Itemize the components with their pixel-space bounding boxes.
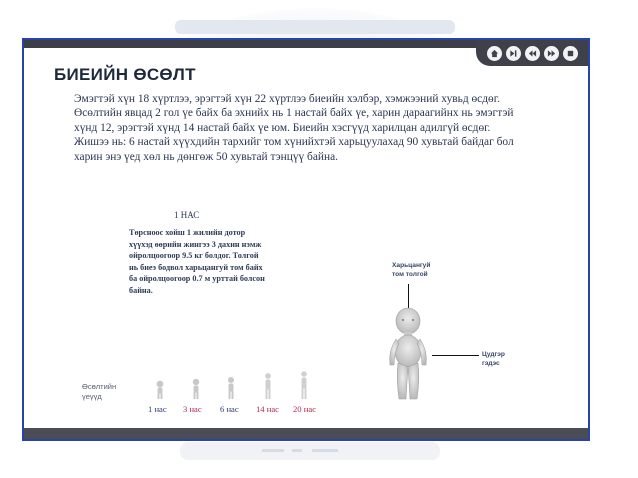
bottom-bar — [24, 428, 588, 439]
stage-figure-14 — [261, 372, 275, 400]
growth-stages-label-line2: үеүүд — [82, 392, 102, 401]
background-stripe — [175, 20, 455, 34]
stop-button[interactable] — [563, 46, 578, 61]
pointer-line-belly — [432, 355, 479, 356]
label-round-belly-line2: гэдэс — [482, 360, 500, 367]
background-dash — [292, 449, 302, 452]
growth-stages-label — [82, 382, 116, 402]
home-button[interactable] — [487, 46, 502, 61]
stage-label-3: 3 нас — [183, 404, 202, 414]
playback-controls — [476, 40, 588, 66]
fast-forward-icon — [547, 49, 556, 58]
growth-stages-label-line1: Өсөлтийн — [82, 382, 117, 391]
age-description: Төрсноос хойш 1 жилийн дотор хүүхэд өөрийн жингээ 3 дахин нэмж ойролцоогоор 9.5 кг болдог. Толгой нь биеэ бодвол харьцангуй том байх ба ойролцоогоор 0.7 м урттай болсон байна. — [129, 228, 265, 295]
label-large-head-line2: том толгой — [392, 271, 428, 278]
fast-forward-button[interactable] — [544, 46, 559, 61]
stage-figure-1 — [153, 380, 167, 400]
stage-figure-20 — [297, 370, 311, 400]
stage-label-14: 14 нас — [256, 404, 279, 414]
background-bottom-shape — [180, 442, 440, 460]
home-icon — [490, 49, 499, 58]
infant-illustration — [382, 307, 434, 403]
label-round-belly — [482, 350, 505, 368]
label-large-head — [392, 261, 430, 279]
slide-frame — [22, 38, 590, 441]
slide-title: БИЕИЙН ӨСӨЛТ — [54, 65, 196, 84]
rewind-icon — [528, 49, 537, 58]
intro-paragraph: Эмэгтэй хүн 18 хүртлээ, эрэгтэй хүн 22 хүртлээ биеийн хэлбэр, хэмжээний хувьд өсдөг. Өсөлтийн явцад 2 гол үе байх ба эхнийх нь 1 настай байх үе, харин дараагийнх нь эмэгтэй хүнд 12, эрэгтэй хүнд 14 настай байх үе юм. Биеийн хэсгүүд харилцан адилгүй өсдөг. Жишээ нь: 6 настай хүүхдийн тархийг том хүнийхтэй харьцуулахад 90 хувьтай байдаг бол харин энэ үед хөл нь дөнгөж 50 хувьтай тэнцүү байна. — [74, 93, 514, 163]
rewind-button[interactable] — [525, 46, 540, 61]
age-title: 1 НАС — [174, 210, 200, 220]
stage-label-1: 1 нас — [148, 404, 167, 414]
stage-label-20: 20 нас — [293, 404, 316, 414]
skip-forward-button[interactable] — [506, 46, 521, 61]
stop-icon — [566, 49, 575, 58]
label-large-head-line1: Харьцангуй — [392, 262, 431, 269]
stage-label-6: 6 нас — [220, 404, 239, 414]
skip-forward-icon — [509, 49, 518, 58]
background-dash — [262, 449, 284, 452]
background-dash — [312, 449, 338, 452]
label-round-belly-line1: Цудгэр — [482, 351, 505, 358]
stage-figure-3 — [189, 378, 203, 400]
stage-figure-6 — [224, 376, 238, 400]
